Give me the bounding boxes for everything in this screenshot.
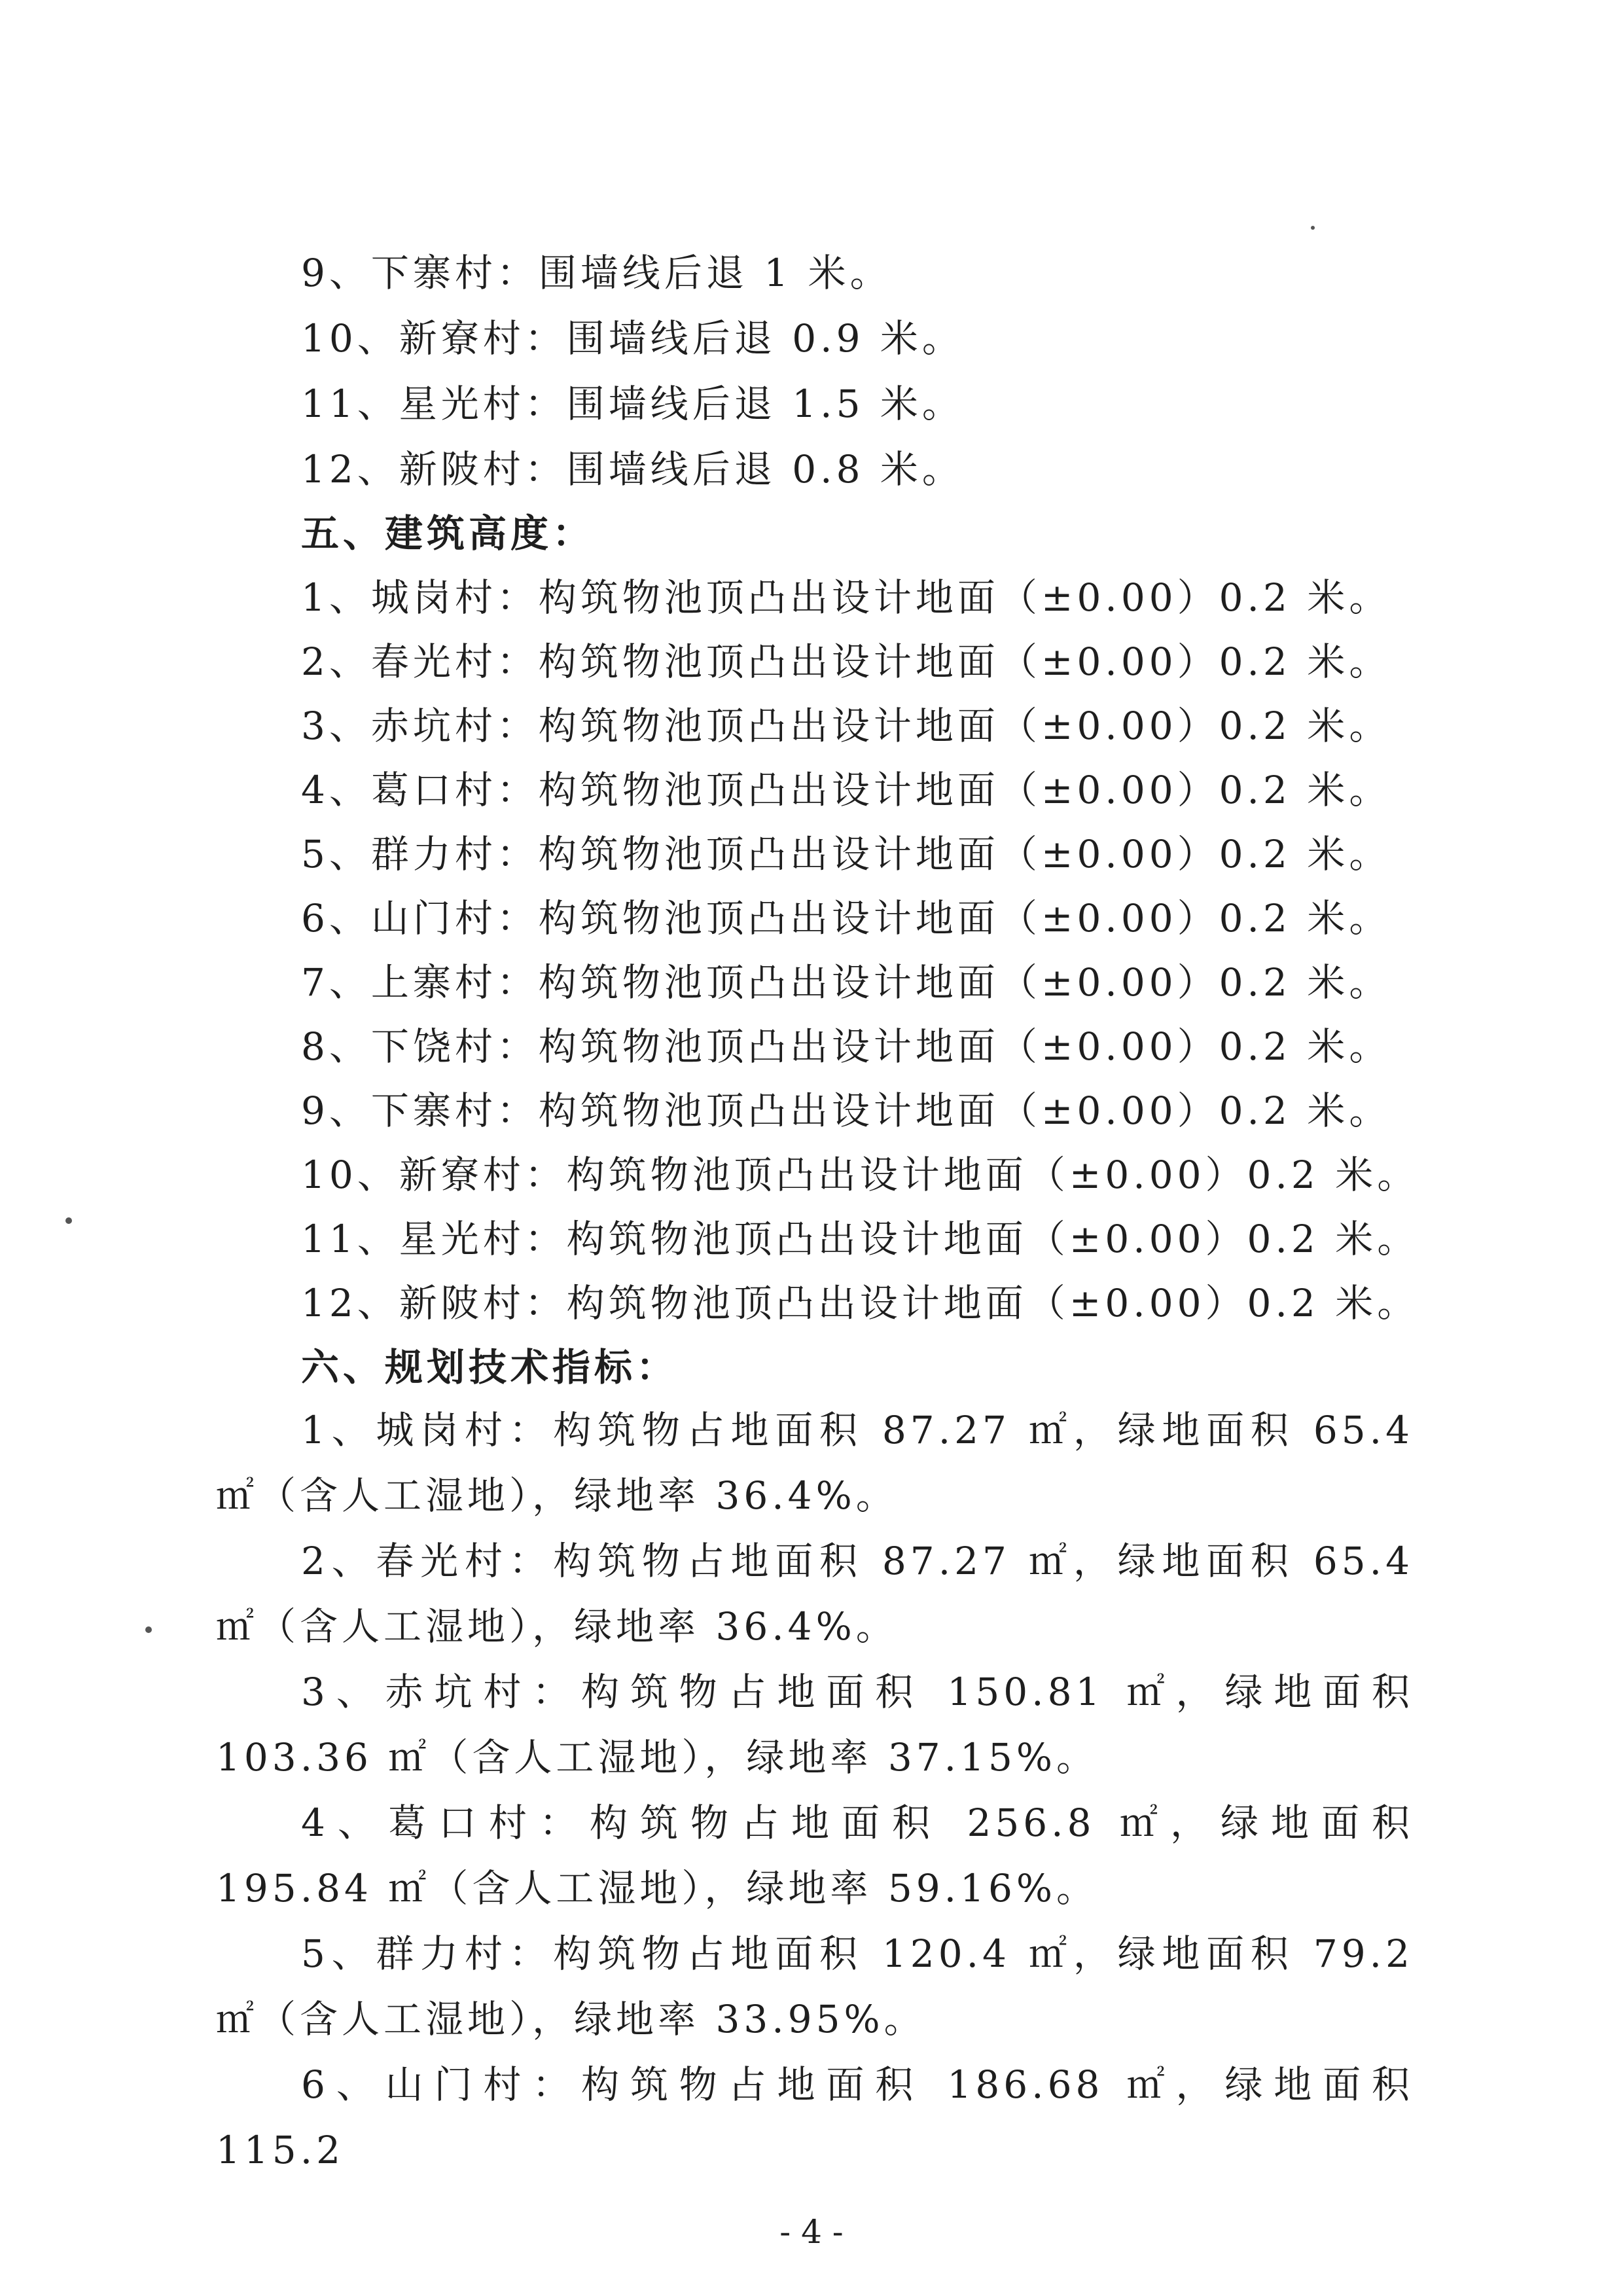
setback-item: 9、下寨村：围墙线后退 1 米。 — [301, 251, 892, 295]
setback-item: 11、星光村：围墙线后退 1.5 米。 — [301, 382, 964, 426]
height-item: 10、新寮村：构筑物池顶凸出设计地面（±0.00）0.2 米。 — [301, 1153, 1419, 1197]
page-number: - 4 - — [779, 2213, 844, 2251]
indicator-paragraph: 1、城岗村：构筑物占地面积 87.27 ㎡，绿地面积 65.4 ㎡（含人工湿地），绿地率 36.4%。 — [216, 1408, 1414, 1518]
indicator-paragraph: 4、葛口村：构筑物占地面积 256.8 ㎡，绿地面积 195.84 ㎡（含人工湿地），绿地率 59.16%。 — [216, 1801, 1414, 1910]
height-item: 8、下饶村：构筑物池顶凸出设计地面（±0.00）0.2 米。 — [301, 1024, 1391, 1069]
section-heading-planning-indicators: 六、规划技术指标： — [301, 1345, 679, 1390]
section-heading-building-height: 五、建筑高度： — [301, 511, 595, 556]
setback-item: 10、新寮村：围墙线后退 0.9 米。 — [301, 316, 964, 361]
indicator-paragraph: 5、群力村：构筑物占地面积 120.4 ㎡，绿地面积 79.2 ㎡（含人工湿地），绿地率 33.95%。 — [216, 1931, 1414, 2041]
height-item: 9、下寨村：构筑物池顶凸出设计地面（±0.00）0.2 米。 — [301, 1088, 1391, 1133]
scan-speck — [65, 1217, 72, 1224]
height-item: 1、城岗村：构筑物池顶凸出设计地面（±0.00）0.2 米。 — [301, 575, 1391, 620]
height-item: 3、赤坑村：构筑物池顶凸出设计地面（±0.00）0.2 米。 — [301, 704, 1391, 748]
height-item: 7、上寨村：构筑物池顶凸出设计地面（±0.00）0.2 米。 — [301, 960, 1391, 1005]
height-item: 11、星光村：构筑物池顶凸出设计地面（±0.00）0.2 米。 — [301, 1217, 1419, 1261]
height-item: 12、新陂村：构筑物池顶凸出设计地面（±0.00）0.2 米。 — [301, 1281, 1419, 1325]
scan-speck — [145, 1626, 152, 1633]
height-item: 4、葛口村：构筑物池顶凸出设计地面（±0.00）0.2 米。 — [301, 768, 1391, 812]
height-item: 2、春光村：构筑物池顶凸出设计地面（±0.00）0.2 米。 — [301, 639, 1391, 684]
scan-speck — [1311, 226, 1315, 230]
indicator-paragraph: 6、山门村：构筑物占地面积 186.68 ㎡，绿地面积 115.2 — [216, 2062, 1414, 2172]
indicator-paragraph: 2、春光村：构筑物占地面积 87.27 ㎡，绿地面积 65.4 ㎡（含人工湿地），绿地率 36.4%。 — [216, 1539, 1414, 1649]
height-item: 6、山门村：构筑物池顶凸出设计地面（±0.00）0.2 米。 — [301, 896, 1391, 941]
indicator-paragraph: 3、赤坑村：构筑物占地面积 150.81 ㎡，绿地面积 103.36 ㎡（含人工湿地），绿地率 37.15%。 — [216, 1670, 1414, 1780]
setback-item: 12、新陂村：围墙线后退 0.8 米。 — [301, 447, 964, 492]
height-item: 5、群力村：构筑物池顶凸出设计地面（±0.00）0.2 米。 — [301, 832, 1391, 876]
